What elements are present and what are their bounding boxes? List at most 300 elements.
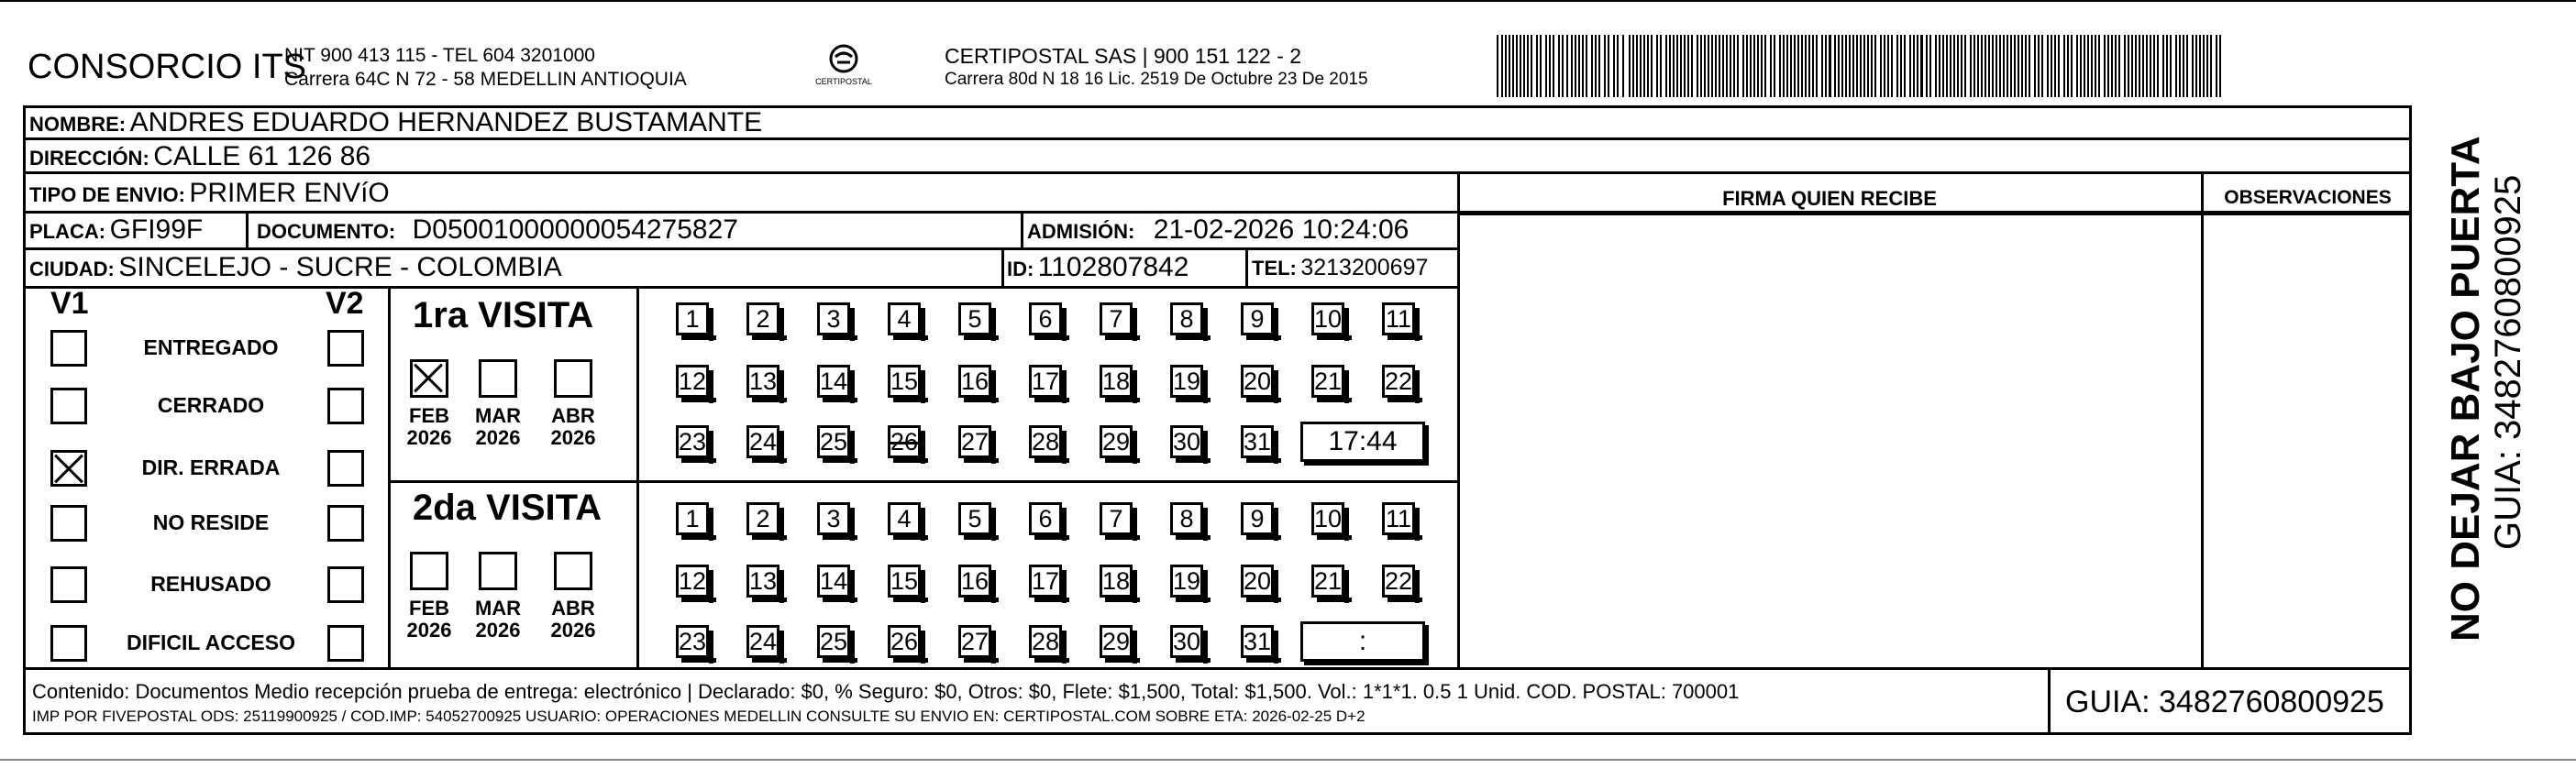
barcode-bar [1660,35,1662,97]
month-label [546,598,601,642]
status-label: CERRADO [157,393,265,417]
side-guia: GUIA: 3482760800925 [2488,174,2528,550]
barcode-bar [1825,35,1827,97]
barcode-bar [2135,35,2137,97]
barcode-bar [1838,35,1840,97]
barcode-bar [1497,35,1498,97]
placa-value: GFI99F [109,214,204,245]
day-box[interactable]: 4 [888,302,921,335]
barcode-bar [1647,35,1649,97]
day-box[interactable]: 13 [746,365,779,398]
barcode-bar [1711,35,1713,97]
barcode-bar [1676,35,1678,97]
barcode-bar [1913,35,1915,97]
day-box[interactable]: 31 [1241,425,1274,458]
day-box[interactable]: 15 [888,565,921,598]
day-box[interactable]: 9 [1241,502,1274,535]
barcode-bar [1856,35,1858,97]
barcode-bar [2034,35,2036,97]
month-checkbox[interactable] [554,552,592,590]
month-year: 2026 [406,426,452,449]
direccion-row [29,141,370,172]
barcode-bar [2051,35,2052,97]
day-box[interactable]: 23 [676,625,709,658]
barcode-bar [1540,35,1542,97]
barcode-bar [1640,35,1642,97]
barcode-bar [2216,35,2217,97]
barcode-bar [1531,35,1532,97]
placa-divider [246,211,249,247]
day-box[interactable]: 18 [1100,565,1133,598]
barcode-bar [1909,35,1911,97]
tipo-value: PRIMER ENVíO [189,178,390,208]
barcode-bar [1874,35,1876,97]
col-divider-firma [1457,171,1460,668]
barcode-bar [1700,35,1702,97]
barcode-bar [1742,35,1744,97]
day-box[interactable]: 10 [1311,302,1344,335]
barcode-bar [2139,35,2140,97]
barcode-bar [1562,35,1564,97]
v1-header: V1 [50,286,89,321]
visit-divider [388,480,1458,483]
barcode-bar [1595,35,1597,97]
v2-checkbox[interactable] [327,388,364,424]
barcode-bar [1636,35,1638,97]
barcode-bar [1520,35,1521,97]
row-divider [23,247,1458,250]
barcode-bar [1582,35,1584,97]
barcode-bar [1961,35,1962,97]
v2-checkbox[interactable] [327,566,364,603]
direccion-label: DIRECCIÓN: [29,147,149,170]
barcode-bar [1920,35,1923,97]
day-box[interactable]: 1 [676,302,709,335]
month-year: 2026 [475,426,521,449]
barcode-bar [2166,35,2168,97]
day-box[interactable]: 15 [888,365,921,398]
month-year: 2026 [406,619,452,642]
day-box[interactable]: 28 [1029,425,1062,458]
day-box[interactable]: 22 [1382,365,1415,398]
barcode-bar [1509,35,1510,97]
barcode-bar [1852,35,1854,97]
barcode-bar [1643,35,1645,97]
day-box[interactable]: 5 [958,502,991,535]
barcode-bar [1953,35,1955,97]
row-divider [23,171,2412,174]
day-box[interactable]: 8 [1170,302,1203,335]
col-divider-obs [2201,171,2204,668]
barcode-bar [1786,35,1788,97]
v1-checkbox[interactable] [50,388,87,424]
tel-divider [1245,247,1248,286]
barcode-bar [1783,35,1785,97]
day-box[interactable]: 23 [676,425,709,458]
barcode-bar [1719,35,1720,97]
barcode-bar [1651,35,1653,97]
month-label [402,405,457,449]
barcode-bar [2131,35,2133,97]
day-box[interactable]: 16 [958,365,991,398]
barcode-bar [1794,35,1796,97]
day-box[interactable]: 3 [817,302,850,335]
barcode-bar [1977,35,1979,97]
barcode-bar [2175,35,2177,97]
day-box[interactable]: 21 [1311,365,1344,398]
barcode-bar [1575,35,1576,97]
barcode-bar [1950,35,1951,97]
barcode-bar [1999,35,2001,97]
barcode-bar [1770,35,1772,97]
barcode-bar [1591,35,1593,97]
second-visit-title: 2da VISITA [413,488,602,528]
barcode-bar [2115,35,2117,97]
row-divider [23,286,1458,289]
day-box[interactable]: 18 [1100,365,1133,398]
barcode-bar [1669,35,1671,97]
day-box[interactable]: 2 [746,502,779,535]
barcode-bar [2067,35,2069,97]
day-box[interactable]: 29 [1100,425,1133,458]
barcode-bar [2080,35,2082,97]
barcode-bar [1629,35,1631,97]
barcode-bar [1697,35,1698,97]
barcode-bar [1929,35,1931,97]
ciudad-value: SINCELEJO - SUCRE - COLOMBIA [118,252,562,282]
barcode-bar [1505,35,1507,97]
month-checkbox[interactable] [479,359,517,398]
barcode-bar [1957,35,1959,97]
barcode-bar [2162,35,2164,97]
barcode-bar [2157,35,2159,97]
barcode-bar [1764,35,1766,97]
nombre-row [29,107,762,138]
barcode-bar [1896,35,1898,97]
barcode-bar [2179,35,2181,97]
barcode-bar [1536,35,1538,97]
month-label [470,405,525,449]
day-box[interactable]: 8 [1170,502,1203,535]
id-divider [1001,247,1004,286]
day-box[interactable]: 19 [1170,365,1203,398]
barcode-bar [1774,35,1775,97]
day-box[interactable]: 6 [1029,502,1062,535]
barcode-bar [1790,35,1792,97]
day-box[interactable]: 20 [1241,565,1274,598]
month-year: 2026 [550,426,596,449]
barcode-bar [1545,35,1547,97]
time-box[interactable]: 17:44 [1300,422,1425,462]
barcode-bar [2124,35,2126,97]
barcode-bar [1523,35,1525,97]
day-box[interactable]: 25 [817,425,850,458]
company-name: CONSORCIO ITS [28,48,307,86]
day-box[interactable]: 7 [1100,502,1133,535]
barcode-bar [1737,35,1739,97]
documento-row [257,214,738,246]
barcode-bar [1970,35,1972,97]
day-box[interactable]: 5 [958,302,991,335]
month-checkbox[interactable] [554,359,592,398]
admision-label: ADMISIÓN: [1027,220,1135,243]
status-label: DIR. ERRADA [141,455,281,479]
nombre-label: NOMBRE: [29,113,127,136]
day-box[interactable]: 26 [888,625,921,658]
barcode-bar [1863,35,1865,97]
day-box[interactable]: 20 [1241,365,1274,398]
barcode-bar [1816,35,1818,97]
barcode-bar [2007,35,2008,97]
footer-guia: GUIA: 3482760800925 [2065,685,2384,719]
barcode-bar [2018,35,2019,97]
top-edge-line [0,0,2576,2]
barcode-bar [1704,35,1706,97]
barcode-bar [1805,35,1807,97]
barcode-bar [1985,35,1986,97]
barcode-bar [1632,35,1634,97]
month-name: MAR [474,404,522,427]
status-label: REHUSADO [150,572,271,596]
barcode-bar [1891,35,1893,97]
month-checkbox[interactable] [410,359,448,398]
barcode-bar [2084,35,2085,97]
nombre-value: ANDRES EDUARDO HERNANDEZ BUSTAMANTE [129,107,763,137]
row-divider [1458,214,2412,215]
day-box[interactable]: 14 [817,365,850,398]
barcode-bar [2029,35,2030,97]
day-box[interactable]: 11 [1382,302,1415,335]
status-label: DIFICIL ACCESO [126,631,295,654]
direccion-value: CALLE 61 126 86 [153,141,371,171]
barcode-bar [2192,35,2194,97]
ciudad-row [29,252,562,283]
barcode-bar [2219,35,2221,97]
month-year: 2026 [475,619,521,642]
v1-checkbox[interactable] [50,505,87,542]
barcode-bar [1586,35,1587,97]
barcode-bar [1841,35,1843,97]
day-box[interactable]: 19 [1170,565,1203,598]
day-box[interactable]: 14 [817,565,850,598]
v2-checkbox[interactable] [327,505,364,542]
barcode-bar [1501,35,1503,97]
barcode-bar [1730,35,1731,97]
barcode-bar [1867,35,1869,97]
barcode-bar [1691,35,1693,97]
status-label: NO RESIDE [152,510,270,534]
day-box[interactable]: 24 [746,425,779,458]
barcode-bar [1527,35,1529,97]
tel-row [1252,255,1428,281]
v2-checkbox[interactable] [327,450,364,487]
admision-divider [1021,211,1023,247]
day-box[interactable]: 30 [1170,425,1203,458]
day-box[interactable]: 2 [746,302,779,335]
barcode-bar [1801,35,1803,97]
barcode-bar [1926,35,1928,97]
footer-contenido: Contenido: Documentos Medio recepción prueba de entrega: electrónico | Declarado: $0, % Seguro: $0, Otros: $0, Flete: $1,500, Total: $1,500. Vol.: 1*1*1. 0.5 1 Unid. COD. POSTAL: 700001 [32,680,1740,703]
barcode-bar [2087,35,2089,97]
barcode-bar [1845,35,1847,97]
barcode-bar [1665,35,1667,97]
barcode-bar [2047,35,2049,97]
barcode-bar [2150,35,2151,97]
day-box[interactable]: 3 [817,502,850,535]
tel-label: TEL: [1252,257,1297,280]
day-box[interactable]: 24 [746,625,779,658]
v1-checkbox[interactable] [50,450,87,487]
barcode-bar [2206,35,2208,97]
barcode-bar [1726,35,1728,97]
time-box[interactable]: : [1300,621,1425,662]
barcode-bar [1871,35,1873,97]
v1-checkbox[interactable] [50,330,87,367]
row-divider [23,667,2412,670]
month-name: FEB [409,404,449,427]
day-box[interactable]: 13 [746,565,779,598]
barcode-bar [1746,35,1748,97]
first-visit-title: 1ra VISITA [413,295,594,335]
month-year: 2026 [550,619,596,642]
barcode-bar [2038,35,2040,97]
barcode-bar [1829,35,1831,97]
barcode-bar [1604,35,1606,97]
courier-address: Carrera 80d N 18 16 Lic. 2519 De Octubre 23 De 2015 [945,70,1368,89]
documento-label: DOCUMENTO: [257,220,396,243]
barcode-bar [1821,35,1823,97]
day-box[interactable]: 12 [676,365,709,398]
id-label: ID: [1007,258,1034,280]
placa-row [29,214,203,246]
barcode-bar [1608,35,1609,97]
month-checkbox[interactable] [410,552,448,590]
day-box[interactable]: 4 [888,502,921,535]
v1-checkbox[interactable] [50,566,87,603]
day-box-struck[interactable]: 26 [888,425,921,458]
firma-header: FIRMA QUIEN RECIBE [1722,187,1937,210]
company-address: Carrera 64C N 72 - 58 MEDELLIN ANTIOQUIA [284,69,687,90]
day-box[interactable]: 12 [676,565,709,598]
day-box[interactable]: 27 [958,625,991,658]
barcode-bar [2186,35,2188,97]
barcode-bar [1656,35,1658,97]
day-box[interactable]: 11 [1382,502,1415,535]
day-box[interactable]: 6 [1029,302,1062,335]
barcode-bar [1834,35,1836,97]
barcode-bar [2210,35,2212,97]
tipo-label: TIPO DE ENVIO: [29,183,185,206]
id-value: 1102807842 [1037,252,1189,282]
observaciones-header: OBSERVACIONES [2224,187,2392,208]
barcode [1497,35,2223,97]
barcode-bar [1973,35,1975,97]
v2-checkbox[interactable] [327,625,364,662]
barcode-bar [1860,35,1862,97]
barcode-bar [1964,35,1966,97]
barcode-bar [2091,35,2093,97]
footer-imp: IMP POR FIVEPOSTAL ODS: 25119900925 / COD.IMP: 54052700925 USUARIO: OPERACIONES MEDELLIN CONSULTE SU ENVIO EN: CERTIPOSTAL.COM SOBRE ETA: 2026-02-25 D+2 [32,708,1365,725]
barcode-bar [1680,35,1682,97]
barcode-bar [2199,35,2201,97]
barcode-bar [2118,35,2120,97]
barcode-bar [1684,35,1686,97]
barcode-bar [2195,35,2197,97]
barcode-bar [1887,35,1889,97]
visit-panel-left [388,286,391,667]
barcode-bar [1512,35,1514,97]
tipo-row [29,178,390,209]
day-box[interactable]: 17 [1029,365,1062,398]
month-label [470,598,525,642]
barcode-bar [1553,35,1554,97]
day-box[interactable]: 17 [1029,565,1062,598]
day-box[interactable]: 25 [817,625,850,658]
barcode-bar [1566,35,1568,97]
barcode-bar [2203,35,2205,97]
barcode-bar [1935,35,1937,97]
v1-checkbox[interactable] [50,625,87,662]
day-box[interactable]: 21 [1311,565,1344,598]
day-box[interactable]: 10 [1311,502,1344,535]
month-checkbox[interactable] [479,552,517,590]
month-label [402,598,457,642]
barcode-bar [1516,35,1518,97]
barcode-bar [1900,35,1902,97]
barcode-bar [2104,35,2106,97]
barcode-bar [1733,35,1735,97]
admision-value: 21-02-2026 10:24:06 [1153,214,1410,245]
barcode-bar [1849,35,1851,97]
barcode-bar [2003,35,2005,97]
day-box[interactable]: 29 [1100,625,1133,658]
day-box[interactable]: 9 [1241,302,1274,335]
barcode-bar [1797,35,1799,97]
barcode-bar [1917,35,1918,97]
day-box[interactable]: 28 [1029,625,1062,658]
day-box[interactable]: 1 [676,502,709,535]
day-box[interactable]: 30 [1170,625,1203,658]
day-box[interactable]: 31 [1241,625,1274,658]
certipostal-logo [812,40,876,95]
barcode-bar [2021,35,2023,97]
barcode-bar [2063,35,2065,97]
courier-name: CERTIPOSTAL SAS | 900 151 122 - 2 [945,44,1302,68]
tel-value: 3213200697 [1300,255,1429,280]
day-box[interactable]: 7 [1100,302,1133,335]
barcode-bar [2107,35,2109,97]
ciudad-label: CIUDAD: [29,258,115,280]
status-label: ENTREGADO [143,335,279,359]
barcode-bar [2095,35,2096,97]
v2-checkbox[interactable] [327,330,364,367]
barcode-bar [2142,35,2144,97]
month-name: FEB [409,597,449,620]
barcode-bar [1946,35,1948,97]
guia-divider [2048,667,2051,734]
barcode-bar [1884,35,1885,97]
barcode-bar [1757,35,1759,97]
barcode-bar [2146,35,2148,97]
day-box[interactable]: 27 [958,425,991,458]
barcode-bar [1622,35,1624,97]
barcode-bar [1722,35,1724,97]
barcode-bar [1996,35,1997,97]
documento-value: D05001000000054275827 [412,214,738,245]
certipostal-logo-text: CERTIPOSTAL [815,77,872,86]
day-box[interactable]: 22 [1382,565,1415,598]
day-box[interactable]: 16 [958,565,991,598]
